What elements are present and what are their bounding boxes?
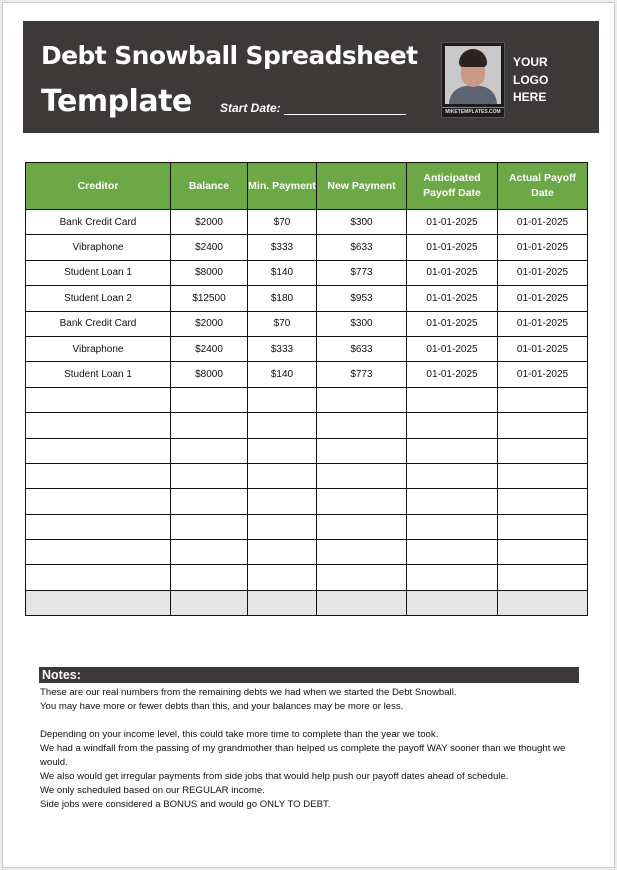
table-cell[interactable]: 01-01-2025: [498, 286, 588, 311]
start-date-input-line[interactable]: [284, 102, 406, 115]
table-row: [26, 387, 588, 412]
table-cell[interactable]: [248, 514, 317, 539]
table-row: [26, 336, 588, 361]
table-row: [26, 362, 588, 387]
table-cell[interactable]: [171, 489, 248, 514]
notes-line: These are our real numbers from the remaining debts we had when we started the Debt Snowball.: [40, 687, 457, 698]
table-cell[interactable]: 01-01-2025: [407, 311, 498, 336]
logo-line: YOUR: [513, 55, 548, 69]
table-cell[interactable]: $773: [317, 362, 407, 387]
table-cell[interactable]: 01-01-2025: [407, 235, 498, 260]
table-cell[interactable]: 01-01-2025: [498, 362, 588, 387]
table-cell[interactable]: [498, 489, 588, 514]
table-cell[interactable]: $180: [248, 286, 317, 311]
start-date-label: Start Date:: [220, 101, 281, 115]
table-header-row: [26, 163, 588, 210]
table-cell[interactable]: [248, 438, 317, 463]
table-row: [26, 489, 588, 514]
table-cell[interactable]: $953: [317, 286, 407, 311]
table-cell[interactable]: [407, 489, 498, 514]
table-cell[interactable]: [498, 387, 588, 412]
table-row: [26, 413, 588, 438]
table-cell[interactable]: 01-01-2025: [498, 336, 588, 361]
total-cell[interactable]: [171, 590, 248, 615]
table-cell[interactable]: [171, 514, 248, 539]
table-cell[interactable]: [248, 463, 317, 488]
table-cell[interactable]: $12500: [171, 286, 248, 311]
table-cell[interactable]: 01-01-2025: [498, 235, 588, 260]
table-cell[interactable]: $2000: [171, 311, 248, 336]
table-cell[interactable]: [171, 438, 248, 463]
table-cell[interactable]: $633: [317, 336, 407, 361]
title-line-1: Debt Snowball Spreadsheet: [41, 41, 418, 70]
table-cell[interactable]: [171, 463, 248, 488]
table-cell[interactable]: Student Loan 2: [26, 286, 171, 311]
profile-photo: [441, 42, 505, 118]
table-cell[interactable]: [407, 438, 498, 463]
table-cell[interactable]: $70: [248, 210, 317, 235]
table-cell[interactable]: $70: [248, 311, 317, 336]
table-cell[interactable]: [317, 489, 407, 514]
table-cell[interactable]: 01-01-2025: [407, 362, 498, 387]
table-cell[interactable]: [248, 387, 317, 412]
table-cell[interactable]: 01-01-2025: [498, 210, 588, 235]
table-row: [26, 260, 588, 285]
table-cell[interactable]: $8000: [171, 362, 248, 387]
table-cell[interactable]: [171, 387, 248, 412]
table-cell[interactable]: [407, 463, 498, 488]
table-cell[interactable]: [317, 463, 407, 488]
header-banner: [23, 21, 599, 133]
photo-hair: [459, 49, 487, 67]
table-cell[interactable]: [407, 387, 498, 412]
table-row: [26, 235, 588, 260]
notes-line: We also would get irregular payments from side jobs that would help push our payoff dates ahead of schedule.: [40, 771, 509, 782]
total-cell[interactable]: [498, 590, 588, 615]
photo-image: [445, 46, 501, 104]
table-cell[interactable]: [248, 489, 317, 514]
table-cell[interactable]: [171, 413, 248, 438]
table-row: [26, 565, 588, 590]
table-cell[interactable]: [26, 387, 171, 412]
table-cell[interactable]: [171, 540, 248, 565]
table-cell[interactable]: [407, 565, 498, 590]
document-page: [2, 2, 615, 868]
table-cell[interactable]: [498, 463, 588, 488]
table-cell[interactable]: [248, 565, 317, 590]
column-header: Balance: [171, 163, 248, 210]
start-date-field[interactable]: [220, 101, 406, 115]
table-cell[interactable]: [248, 413, 317, 438]
photo-shoulders: [449, 86, 497, 104]
notes-line: Depending on your income level, this could take more time to complete than the year we took.: [40, 729, 439, 740]
table-cell[interactable]: [407, 413, 498, 438]
table-cell[interactable]: [407, 540, 498, 565]
table-cell[interactable]: $2400: [171, 336, 248, 361]
logo-line: HERE: [513, 90, 547, 104]
table-cell[interactable]: [26, 489, 171, 514]
table-cell[interactable]: $8000: [171, 260, 248, 285]
logo-placeholder[interactable]: [513, 54, 548, 107]
table-cell[interactable]: [26, 463, 171, 488]
table-row: [26, 286, 588, 311]
table-row: [26, 210, 588, 235]
table-cell[interactable]: Vibraphone: [26, 336, 171, 361]
table-cell[interactable]: [317, 387, 407, 412]
table-cell[interactable]: $300: [317, 210, 407, 235]
table-cell[interactable]: [407, 514, 498, 539]
notes-spacer: [40, 714, 580, 728]
table-row: [26, 540, 588, 565]
table-cell[interactable]: Bank Credit Card: [26, 311, 171, 336]
table-cell[interactable]: Vibraphone: [26, 235, 171, 260]
column-header: Actual Payoff Date: [498, 163, 588, 210]
table-cell[interactable]: $333: [248, 336, 317, 361]
column-header: Min. Payment: [248, 163, 317, 210]
table-cell[interactable]: 01-01-2025: [407, 260, 498, 285]
table-cell[interactable]: [26, 514, 171, 539]
total-cell[interactable]: [248, 590, 317, 615]
table-cell[interactable]: Student Loan 1: [26, 260, 171, 285]
notes-line: We had a windfall from the passing of my grandmother than helped us complete the payoff WAY sooner than we thought we would.: [40, 743, 566, 768]
table-cell[interactable]: 01-01-2025: [407, 336, 498, 361]
table-cell[interactable]: [26, 540, 171, 565]
notes-line: We only scheduled based on our REGULAR income.: [40, 785, 265, 796]
column-header: New Payment: [317, 163, 407, 210]
table-cell[interactable]: $140: [248, 260, 317, 285]
table-cell[interactable]: Bank Credit Card: [26, 210, 171, 235]
table-row: [26, 514, 588, 539]
table-cell[interactable]: $2000: [171, 210, 248, 235]
table-cell[interactable]: [26, 413, 171, 438]
table-cell[interactable]: $2400: [171, 235, 248, 260]
table-cell[interactable]: [498, 413, 588, 438]
table-cell[interactable]: [498, 540, 588, 565]
table-cell[interactable]: [498, 438, 588, 463]
debt-table: [25, 162, 588, 616]
table-cell[interactable]: $333: [248, 235, 317, 260]
table-cell[interactable]: [317, 565, 407, 590]
total-cell[interactable]: [26, 590, 171, 615]
table-row: [26, 438, 588, 463]
table-cell[interactable]: [317, 514, 407, 539]
table-cell[interactable]: 01-01-2025: [407, 286, 498, 311]
table-cell[interactable]: [171, 565, 248, 590]
notes-body: [40, 686, 580, 812]
table-cell[interactable]: $300: [317, 311, 407, 336]
notes-line: Side jobs were considered a BONUS and would go ONLY TO DEBT.: [40, 799, 331, 810]
logo-line: LOGO: [513, 72, 549, 87]
table-cell[interactable]: [26, 565, 171, 590]
table-row: [26, 311, 588, 336]
table-cell[interactable]: 01-01-2025: [498, 260, 588, 285]
notes-line: You may have more or fewer debts than this, and your balances may be more or less.: [40, 701, 404, 712]
column-header: Anticipated Payoff Date: [407, 163, 498, 210]
notes-heading: Notes:: [39, 667, 579, 683]
photo-caption: MIKETEMPLATES.COM: [442, 107, 504, 115]
table-cell[interactable]: [317, 413, 407, 438]
table-cell[interactable]: [26, 438, 171, 463]
table-row: [26, 463, 588, 488]
total-cell[interactable]: [407, 590, 498, 615]
table-cell[interactable]: $633: [317, 235, 407, 260]
table-cell[interactable]: [498, 565, 588, 590]
table-cell[interactable]: [317, 540, 407, 565]
table-cell[interactable]: [248, 540, 317, 565]
table-cell[interactable]: 01-01-2025: [407, 210, 498, 235]
table-cell[interactable]: $773: [317, 260, 407, 285]
column-header: Creditor: [26, 163, 171, 210]
table-cell[interactable]: [498, 514, 588, 539]
table-cell[interactable]: $140: [248, 362, 317, 387]
table-cell[interactable]: [317, 438, 407, 463]
total-row: [26, 590, 588, 615]
total-cell[interactable]: [317, 590, 407, 615]
title-line-2: Template: [41, 84, 192, 119]
table-cell[interactable]: 01-01-2025: [498, 311, 588, 336]
table-cell[interactable]: Student Loan 1: [26, 362, 171, 387]
